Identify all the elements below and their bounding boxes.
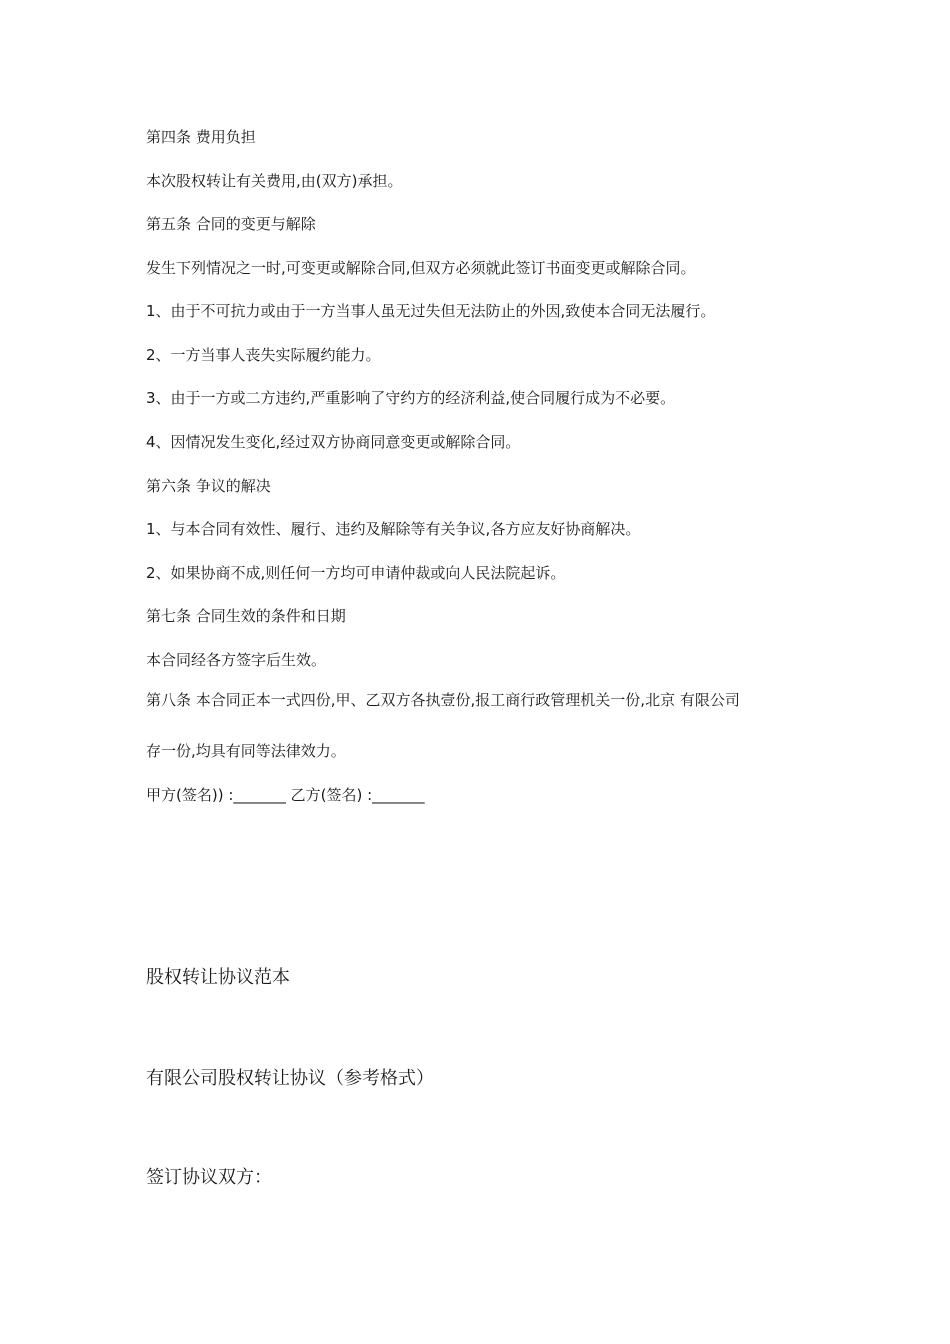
template-title: 股权转让协议范本 <box>146 967 290 988</box>
article-6-item-2: 2、如果协商不成,则任何一方均可申请仲裁或向人民法院起诉。 <box>146 564 566 582</box>
article-7-heading: 第七条 合同生效的条件和日期 <box>146 607 346 625</box>
article-5-item-1: 1、由于不可抗力或由于一方当事人虽无过失但无法防止的外因,致使本合同无法履行。 <box>146 302 716 320</box>
signature-line: 甲方(签名)) :_______ 乙方(签名) :_______ <box>146 786 425 804</box>
article-4-heading: 第四条 费用负担 <box>146 128 256 146</box>
article-6-heading: 第六条 争议的解决 <box>146 477 271 495</box>
article-5-item-3: 3、由于一方或二方违约,严重影响了守约方的经济利益,使合同履行成为不必要。 <box>146 389 676 407</box>
article-5-item-4: 4、因情况发生变化,经过双方协商同意变更或解除合同。 <box>146 433 521 451</box>
article-6-item-1: 1、与本合同有效性、履行、违约及解除等有关争议,各方应友好协商解决。 <box>146 520 641 538</box>
article-8-line-2: 存一份,均具有同等法律效力。 <box>146 742 346 760</box>
article-4-text: 本次股权转让有关费用,由(双方)承担。 <box>146 172 403 190</box>
article-5-intro: 发生下列情况之一时,可变更或解除合同,但双方必须就此签订书面变更或解除合同。 <box>146 259 696 277</box>
article-7-text: 本合同经各方签字后生效。 <box>146 651 327 669</box>
article-5-item-2: 2、一方当事人丧失实际履约能力。 <box>146 346 381 364</box>
parties-heading: 签订协议双方： <box>146 1167 272 1188</box>
article-8-line-1: 第八条 本合同正本一式四份,甲、乙双方各执壹份,报工商行政管理机关一份,北京 有限公司 <box>146 691 740 709</box>
article-5-heading: 第五条 合同的变更与解除 <box>146 215 316 233</box>
agreement-title: 有限公司股权转让协议（参考格式） <box>146 1068 434 1089</box>
